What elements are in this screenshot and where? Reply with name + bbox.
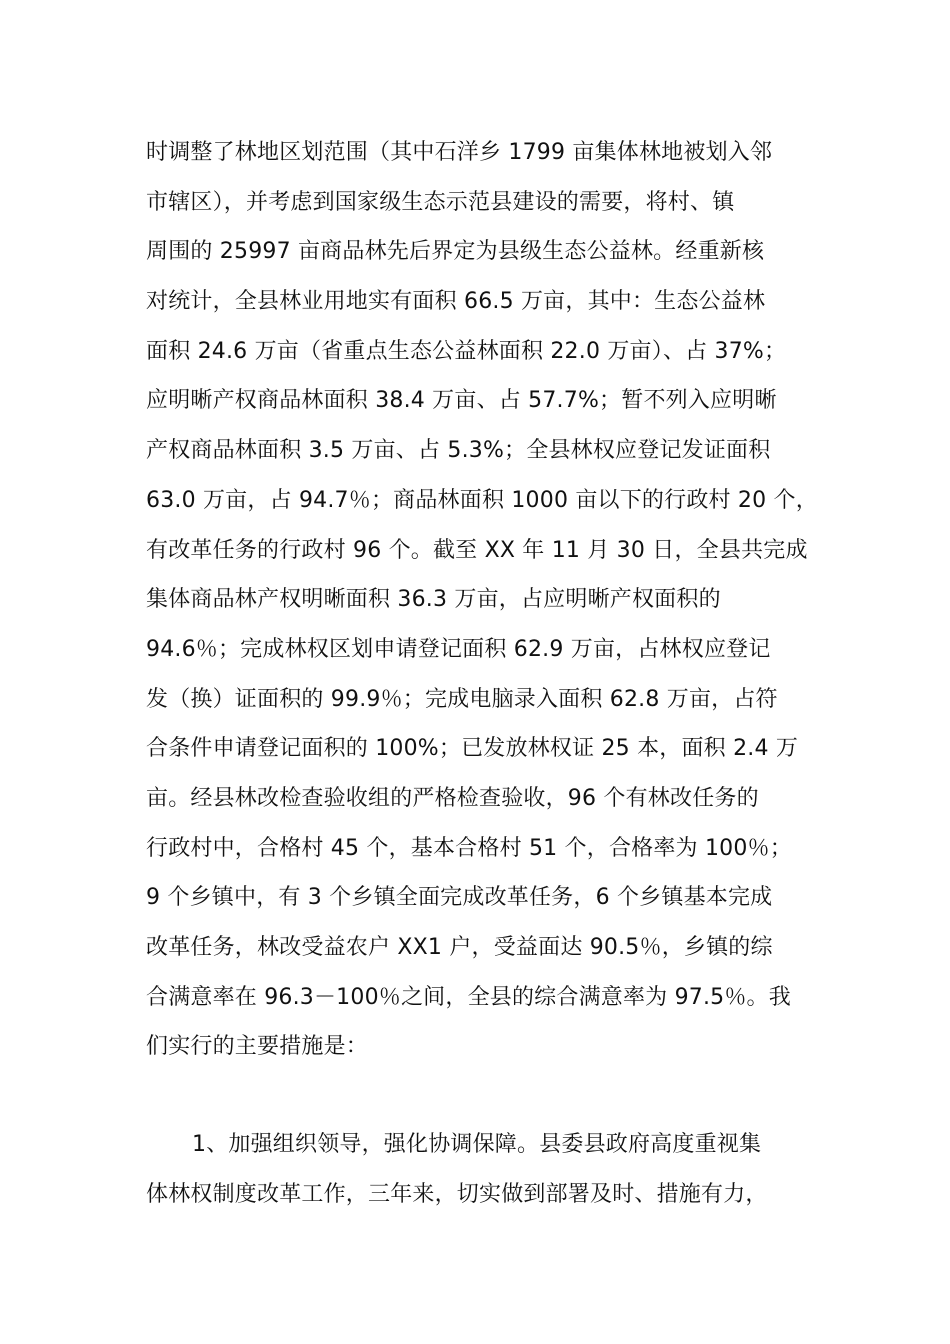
text-line: 们实行的主要措施是： — [146, 1034, 369, 1060]
text-line: 1、加强组织领导，强化协调保障。县委县政府高度重视集 — [192, 1132, 762, 1157]
text-line: 对统计，全县林业用地实有面积 66.5 万亩，其中：生态公益林 — [146, 289, 766, 315]
text-line: 应明晰产权商品林面积 38.4 万亩、占 57.7%；暂不列入应明晰 — [146, 388, 777, 414]
text-line: 时调整了林地区划范围（其中石洋乡 1799 亩集体林地被划入邻 — [146, 140, 773, 165]
text-line: 集体商品林产权明晰面积 36.3 万亩，占应明晰产权面积的 — [146, 587, 721, 613]
text-line: 9 个乡镇中，有 3 个乡镇全面完成改革任务，6 个乡镇基本完成 — [146, 885, 773, 911]
text-line: 产权商品林面积 3.5 万亩、占 5.3%；全县林权应登记发证面积 — [146, 438, 771, 464]
text-line: 亩。经县林改检查验收组的严格检查验收，96 个有林改任务的 — [146, 785, 759, 811]
text-line: 发（换）证面积的 99.9％；完成电脑录入面积 62.8 万亩，占符 — [146, 686, 778, 712]
text-line: 合条件申请登记面积的 100%；已发放林权证 25 本，面积 2.4 万 — [146, 736, 799, 762]
text-line: 有改革任务的行政村 96 个。截至 XX 年 11 月 30 日，全县共完成 — [146, 537, 808, 563]
text-line: 行政村中，合格村 45 个，基本合格村 51 个，合格率为 100％； — [146, 835, 792, 861]
body-paragraph — [146, 1120, 826, 1219]
body-paragraph — [146, 128, 826, 1072]
text-line: 改革任务，林改受益农户 XX1 户，受益面达 90.5％，乡镇的综 — [146, 935, 773, 960]
text-line: 94.6％；完成林权区划申请登记面积 62.9 万亩，占林权应登记 — [146, 636, 771, 662]
text-line: 周围的 25997 亩商品林先后界定为县级生态公益林。经重新核 — [146, 239, 765, 265]
text-line: 面积 24.6 万亩（省重点生态公益林面积 22.0 万亩）、占 37%； — [146, 338, 787, 364]
text-line: 市辖区），并考虑到国家级生态示范县建设的需要，将村、镇 — [146, 189, 735, 215]
text-line: 体林权制度改革工作，三年来，切实做到部署及时、措施有力， — [146, 1181, 768, 1207]
text-line: 合满意率在 96.3－100％之间，全县的综合满意率为 97.5％。我 — [146, 984, 791, 1010]
text-line: 63.0 万亩，占 94.7％；商品林面积 1000 亩以下的行政村 20 个， — [146, 487, 818, 513]
